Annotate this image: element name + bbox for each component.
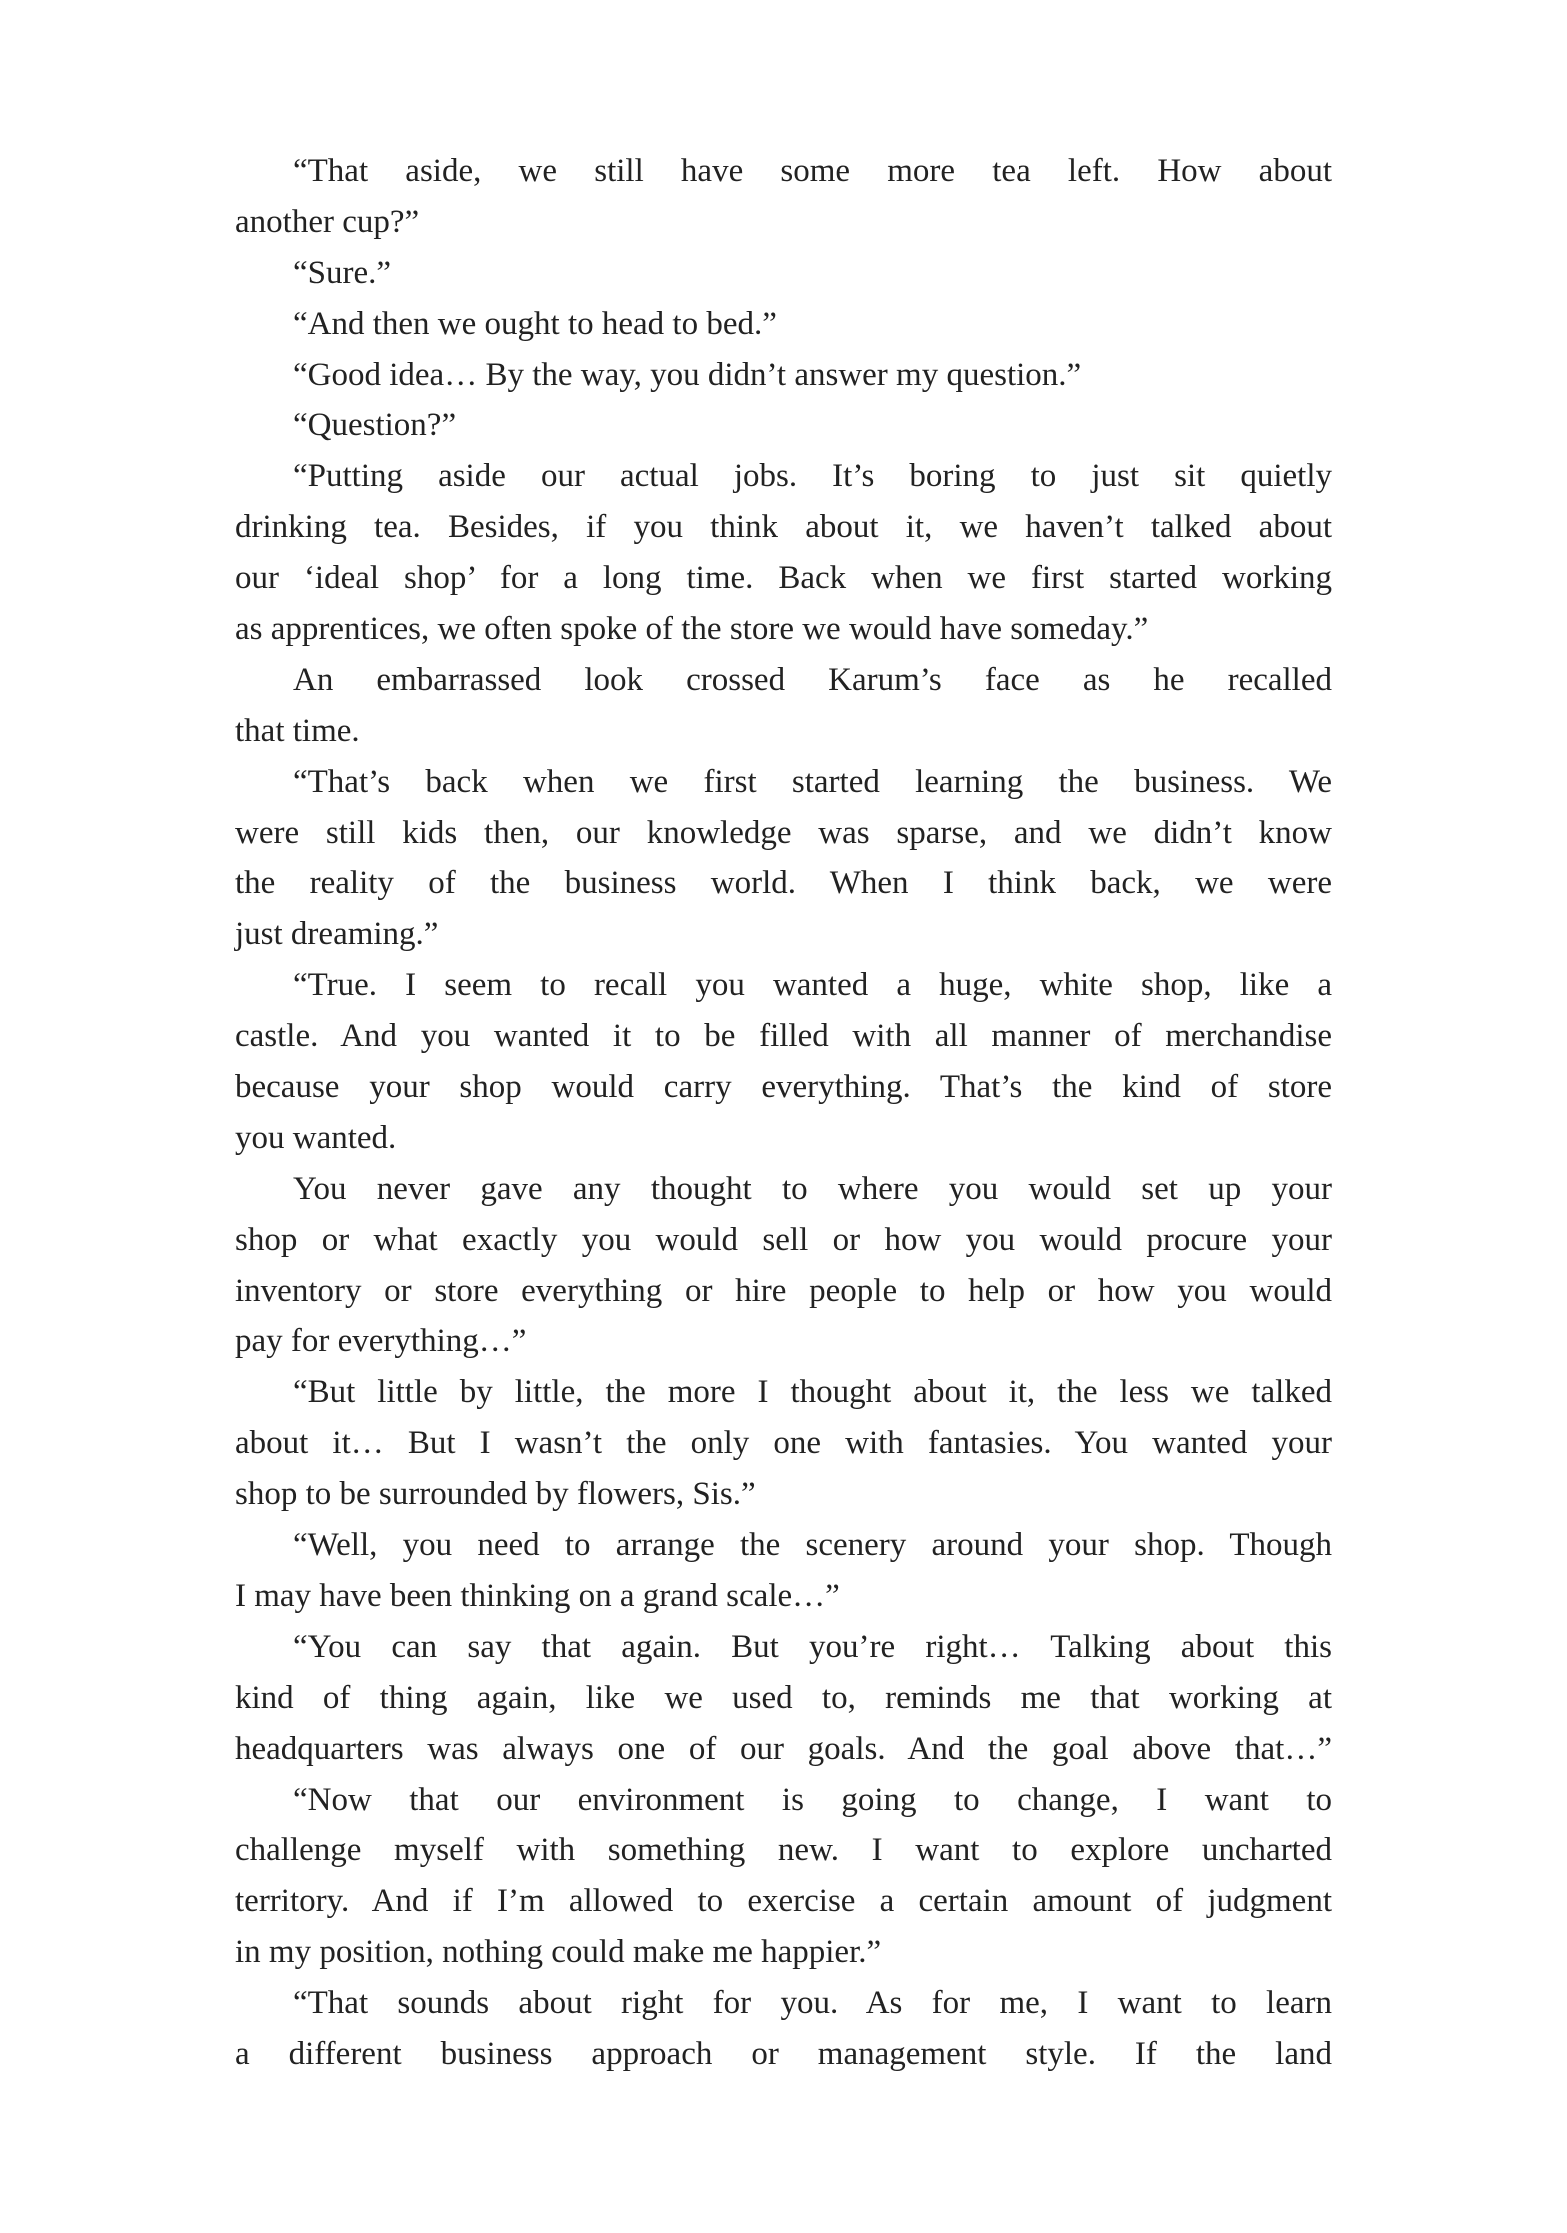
text-line: our ‘ideal shop’ for a long time. Back when we first started working: [235, 560, 1332, 597]
text-line: shop to be surrounded by flowers, Sis.”: [235, 1476, 756, 1513]
text-line: “That sounds about right for you. As for me, I want to learn: [293, 1985, 1332, 2022]
text-line: a different business approach or management style. If the land: [235, 2035, 1332, 2072]
book-page-text: [235, 146, 1332, 2080]
text-line: headquarters was always one of our goals. And the goal above that…”: [235, 1730, 1332, 1767]
text-line: “That’s back when we first started learning the business. We: [293, 763, 1332, 800]
text-line: An embarrassed look crossed Karum’s face as he recalled: [293, 661, 1332, 698]
text-line: as apprentices, we often spoke of the store we would have someday.”: [235, 611, 1149, 648]
text-line: just dreaming.”: [235, 916, 439, 953]
text-line: “Sure.”: [293, 254, 392, 291]
text-line: I may have been thinking on a grand scale…”: [235, 1577, 840, 1614]
text-line: inventory or store everything or hire people to help or how you would: [235, 1272, 1332, 1309]
text-line: “Good idea… By the way, you didn’t answer my question.”: [293, 356, 1082, 393]
text-line: kind of thing again, like we used to, reminds me that working at: [235, 1679, 1332, 1716]
text-line: castle. And you wanted it to be filled with all manner of merchandise: [235, 1018, 1332, 1055]
text-line: “That aside, we still have some more tea left. How about: [293, 153, 1332, 189]
text-line: that time.: [235, 712, 360, 749]
text-line: “And then we ought to head to bed.”: [293, 305, 777, 342]
text-line: “Well, you need to arrange the scenery around your shop. Though: [293, 1527, 1332, 1564]
text-line: because your shop would carry everything. That’s the kind of store: [235, 1069, 1332, 1106]
text-line: You never gave any thought to where you would set up your: [293, 1170, 1332, 1207]
text-line: drinking tea. Besides, if you think about it, we haven’t talked about: [235, 509, 1332, 546]
text-line: another cup?”: [235, 203, 420, 240]
text-line: you wanted.: [235, 1119, 397, 1156]
text-line: “True. I seem to recall you wanted a huge, white shop, like a: [293, 967, 1332, 1004]
text-line: territory. And if I’m allowed to exercise a certain amount of judgment: [235, 1883, 1332, 1920]
text-line: “But little by little, the more I thought about it, the less we talked: [293, 1374, 1332, 1411]
text-line: shop or what exactly you would sell or how you would procure your: [235, 1221, 1332, 1258]
text-line: about it… But I wasn’t the only one with fantasies. You wanted your: [235, 1425, 1332, 1462]
text-line: “Putting aside our actual jobs. It’s boring to just sit quietly: [293, 458, 1332, 495]
text-line: the reality of the business world. When I think back, we were: [235, 865, 1332, 902]
text-line: in my position, nothing could make me happier.”: [235, 1934, 882, 1971]
text-line: “You can say that again. But you’re right… Talking about this: [293, 1628, 1332, 1665]
text-line: “Now that our environment is going to change, I want to: [293, 1781, 1332, 1818]
text-line: pay for everything…”: [235, 1323, 527, 1360]
text-line: challenge myself with something new. I want to explore uncharted: [235, 1832, 1332, 1869]
text-line: “Question?”: [293, 407, 457, 444]
text-line: were still kids then, our knowledge was sparse, and we didn’t know: [235, 814, 1332, 851]
